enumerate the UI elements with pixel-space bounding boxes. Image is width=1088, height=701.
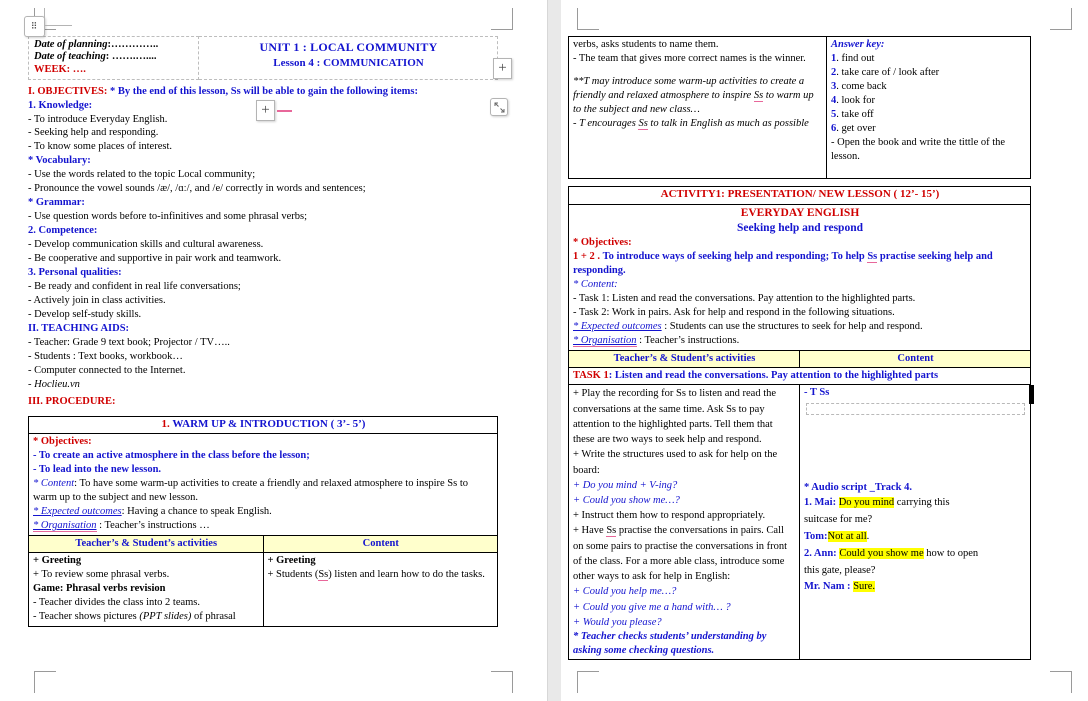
answer-key-item: 2. take care of / look after [831,66,940,78]
audio-line: 2. Ann: Could you show me how to open [804,547,979,559]
seeking-help-heading: Seeking help and respond [736,222,863,235]
section-item: - To know some places of interest. [28,141,172,153]
empty-content-placeholder[interactable] [806,403,1025,415]
section-item: - Use question words before to-infinitives and some phrasal verbs; [28,211,308,223]
crop-mark-top-right [1050,8,1072,30]
task1-content-cell[interactable] [800,385,1031,660]
section-item: - Hoclieu.vn [28,378,80,390]
warmup-expected-row [33,505,494,519]
audio-script-label: * Audio script _Track 4. [804,482,913,494]
activity1-organisation-label: * Organisation [573,335,637,347]
section-item: - Teacher: Grade 9 text book; Projector / TV….. [28,336,230,348]
objectives-label: I. OBJECTIVES: [28,86,108,98]
answer-key-list [831,52,1027,136]
section-heading: * Vocabulary: [28,155,91,167]
task1-act-line: + Have Ss practise the conversations in pairs. Call on some pairs to practise the conversations in front of the class. For a more able class, introduce some other ways to ask for help in English: [573,525,788,583]
audio-line: 1. Mai: Do you mind carrying this [804,497,950,509]
answer-key-number: 5 [831,108,837,120]
task1-label: TASK 1 [573,370,609,382]
section-heading: II. TEACHING AIDS: [28,322,130,334]
continued-activities-cell[interactable] [569,37,827,179]
warmup-title: WARM UP & INTRODUCTION ( 3’- 5’) [172,417,366,430]
task1-structure: + Do you mind + V-ing? [573,479,678,491]
activity1-col-header-content: Content [800,351,1031,368]
procedure-heading: III. PROCEDURE: [28,395,116,407]
activity1-col-header-activities: Teacher’s & Student’s activities [569,351,800,368]
objectives-subtitle: * By the end of this lesson, Ss will be able to gain the following items: [109,86,419,98]
task1-structure: + Would you please? [573,616,662,628]
activity1-content-item: - Task 2: Work in pairs. Ask for help and respond in the following situations. [573,307,895,319]
section-item: - Be ready and confident in real life conversations; [28,280,241,292]
warmup-act-line: - Teacher divides the class into 2 teams. [33,597,201,609]
crop-mark-bottom-right [1050,671,1072,693]
section-item: - Develop self-study skills. [28,308,142,320]
answer-key-number: 3 [831,80,837,92]
answer-key-item: 1. find out [831,52,875,64]
warmup-meta-cell[interactable] [29,434,498,536]
audio-line: suitcase for me? [804,514,873,526]
answer-key-number: 4 [831,94,837,106]
activity1-content-item: - Task 1: Listen and read the conversations. Pay attention to the highlighted parts. [573,293,916,305]
answer-key-cell[interactable] [827,37,1031,179]
task1-text: : Listen and read the conversations. Pay attention to the highlighted parts [608,370,939,382]
warmup-objectives-label: * Objectives: [33,436,92,448]
everyday-english-heading: EVERYDAY ENGLISH [740,206,860,219]
continued-line-italic: - T encourages Ss to talk in English as much as possible [573,117,809,129]
crop-mark-bottom-left [34,671,56,693]
continued-activity-table[interactable] [568,36,1031,179]
table-move-handle[interactable]: ⠿ [24,16,45,37]
table-handle-guide-horizontal [44,25,72,26]
answer-key-item: 6. get over [831,122,876,134]
date-of-teaching-value: : …….….... [105,51,157,63]
section-item: - Use the words related to the topic Local community; [28,169,256,181]
ss-spellcheck-underline [277,110,292,112]
spacer [804,415,1027,481]
section-item: - Actively join in class activities. [28,294,166,306]
section-heading: * Grammar: [28,197,85,209]
activity1-organisation-text: : Teacher’s instructions. [636,335,740,347]
activity1-meta-cell[interactable] [569,204,1031,350]
section-heading: 2. Competence: [28,225,98,237]
warmup-activities-cell[interactable] [29,553,264,627]
table-resize-grip[interactable] [490,98,508,116]
week-label: WEEK: …. [34,63,86,75]
activity1-expected-text: : Students can use the structures to seek for help and respond. [661,321,923,333]
continued-line-italic: **T may introduce some warm-up activities to create a friendly and relaxed atmosphere to inspire Ss to warm up to the subject and new class… [573,75,814,115]
task1-structure: + Could you give me a hand with… ? [573,601,731,613]
task1-teacher-note: * Teacher checks students’ understanding by asking some checking questions. [573,630,767,656]
crop-mark-bottom-right [491,671,513,693]
table-handle-guide-vertical [44,8,45,26]
warmup-expected-label: * Expected outcomes [33,506,122,518]
left-page-content [28,36,498,627]
activity1-table[interactable] [568,186,1031,660]
answer-key-number: 1 [831,52,837,64]
warmup-objective-item: - To create an active atmosphere in the class before the lesson; [33,450,310,462]
warmup-content-text: : To have some warm-up activities to create a friendly and relaxed atmosphere to inspire Ss to warm up to the subject and new lesson. [33,478,468,504]
unit-title: UNIT 1 : LOCAL COMMUNITY [259,40,438,54]
answer-key-item: 5. take off [831,108,874,120]
activity1-organisation-row [573,334,1027,348]
date-of-teaching-label: Date of teaching [34,51,106,63]
warmup-table[interactable] [28,416,498,628]
crop-mark-top-left [577,8,599,30]
activity1-title: ACTIVITY1: PRESENTATION/ NEW LESSON ( 12’- 15’) [660,188,940,200]
task1-act-line: + Instruct them how to respond appropriately. [573,510,766,522]
task1-structure: + Could you help me…? [573,586,677,598]
section-item: - Be cooperative and supportive in pair work and teamwork. [28,253,282,265]
document-page-right [561,0,1088,701]
warmup-act-line: Game: Phrasal verbs revision [33,583,166,595]
text-caret [1029,385,1034,404]
t-ss-label: - T Ss [804,387,830,399]
task1-heading-cell[interactable] [569,368,1031,385]
section-heading: 3. Personal qualities: [28,267,122,278]
warmup-organisation-row [33,519,494,533]
warmup-organisation-text: : Teacher’s instructions … [96,520,210,532]
objectives-sections [28,99,498,392]
warmup-title-num: 1. [161,417,170,430]
warmup-content-cell[interactable] [263,553,498,627]
warmup-content-line: + Greeting [267,555,316,567]
answer-key-note: - Open the book and write the tittle of the lesson. [831,136,1006,162]
section-item: - Students : Text books, workbook… [28,350,183,362]
crop-mark-bottom-left [577,671,599,693]
answer-key-number: 6 [831,122,837,134]
warmup-title-cell[interactable] [29,416,498,434]
insert-row-plus-button-mid[interactable]: + [256,100,275,121]
continued-line: verbs, asks students to name them. [573,39,719,50]
lesson-title: Lesson 4 : COMMUNICATION [273,57,424,69]
answer-key-item: 3. come back [831,80,887,92]
task1-act-line: + Play the recording for Ss to listen and read the conversations at the same time. Ask Ss to pay attention to the highlighted parts. Tell them that these are two ways to seek help and respond. [573,388,777,446]
activity1-expected-label: * Expected outcomes [573,321,662,333]
warmup-act-line: - Teacher shows pictures (PPT slides) of phrasal [33,611,236,623]
answer-key-item: 4. look for [831,94,876,106]
warmup-content-line: + Students (Ss) listen and learn how to do the tasks. [267,569,485,581]
crop-mark-top-right [491,8,513,30]
activity1-expected-row [573,320,1027,334]
warmup-content-row [33,477,494,505]
warmup-objective-item: - To lead into the new lesson. [33,464,162,476]
audio-line: Tom:Not at all. [804,530,870,542]
planning-dates-cell[interactable] [29,37,199,80]
task1-activities-cell[interactable] [569,385,800,660]
warmup-content-label: * Content [33,478,75,490]
audio-line: Mr. Nam : Sure. [804,581,876,593]
warmup-act-line: + Greeting [33,555,82,567]
answer-key-label: Answer key: [831,39,885,50]
section-item: - Seeking help and responding. [28,127,159,139]
section-item: - Develop communication skills and cultural awareness. [28,239,264,251]
activity1-content-label: * Content: [573,279,618,291]
spacer [573,66,823,75]
answer-key-number: 2 [831,66,837,78]
task1-structure: + Could you show me…? [573,495,680,507]
continued-line: - The team that gives more correct names is the winner. [573,52,806,64]
section-heading: 1. Knowledge: [28,99,93,111]
insert-row-plus-button[interactable]: + [493,58,512,79]
objectives-heading [28,85,498,98]
audio-line: this gate, please? [804,564,876,576]
task1-act-line: + Write the structures used to ask for help on the board: [573,449,778,476]
right-page-content [568,36,1031,660]
activity1-objectives-text: 1 + 2 . To introduce ways of seeking help and responding; To help Ss practise seeking help and responding. [573,251,993,277]
warmup-organisation-label: * Organisation [33,520,97,532]
activity1-title-cell[interactable] [569,187,1031,205]
date-of-planning-label: Date of planning [34,39,108,50]
warmup-col-header-activities: Teacher’s & Student’s activities [29,536,264,553]
section-item: - Computer connected to the Internet. [28,364,186,376]
warmup-expected-text: : Having a chance to speak English. [121,506,272,518]
section-item: - Pronounce the vowel sounds /æ/, /ɑː/, and /e/ correctly in words and sentences; [28,183,366,195]
unit-title-cell[interactable] [199,37,498,80]
warmup-act-line: + To review some phrasal verbs. [33,569,170,581]
section-item: - To introduce Everyday English. [28,113,168,125]
resize-arrows-icon [494,102,505,113]
warmup-col-header-content: Content [263,536,498,553]
activity1-objectives-label: * Objectives: [573,237,632,249]
date-of-planning-value: :………….. [107,39,159,50]
lesson-header-table[interactable] [28,36,498,80]
